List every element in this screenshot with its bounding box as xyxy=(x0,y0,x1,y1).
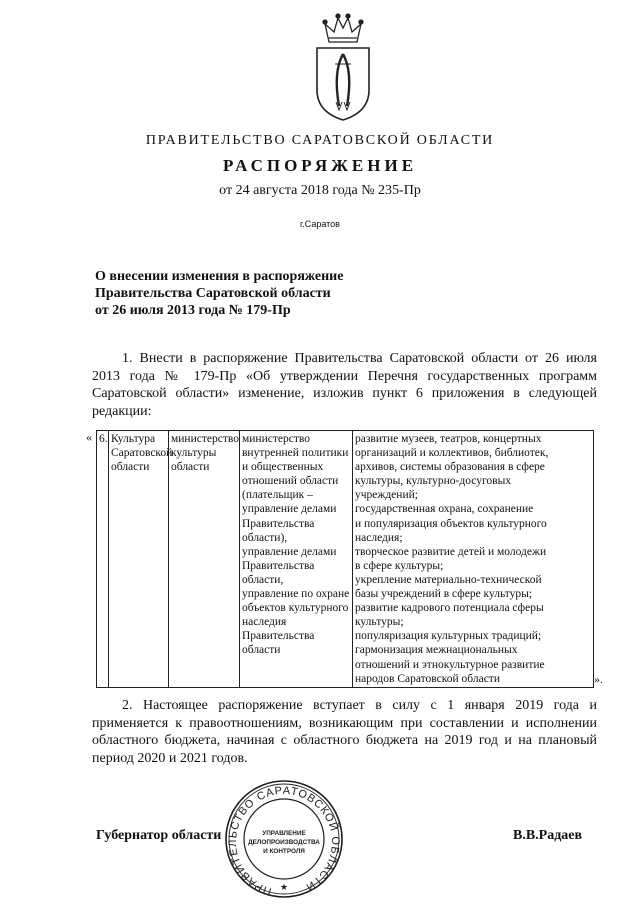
cell-line: отношений и этнокультурное развитие xyxy=(355,658,545,671)
stamp-star-icon: ★ xyxy=(279,883,289,893)
cell-line: наследия xyxy=(242,616,287,629)
quote-open: « xyxy=(86,430,92,444)
cell-line: отношений области xyxy=(242,475,339,488)
official-stamp xyxy=(220,778,348,900)
table-cell-goals xyxy=(353,431,594,688)
cell-line: Правительства xyxy=(242,517,315,530)
quote-close: ». xyxy=(594,672,603,686)
cell-line: развитие музеев, театров, концертных xyxy=(355,433,542,445)
cell-line: объектов культурного xyxy=(242,602,349,615)
table-cell-responsible xyxy=(169,431,240,688)
paragraph-2: 2. Настоящее распоряжение вступает в силу с 1 января 2019 года и применяется к правоотношениям, возникающим при составлении и исполнении областного бюджета, начиная с областного бюджета на 2019 год и на плановый период 2020 и 2021 годов. xyxy=(92,698,597,766)
cell-line: области xyxy=(171,461,210,474)
cell-line: гармонизация межнациональных xyxy=(355,644,518,657)
cell-line: (плательщик – xyxy=(242,489,313,502)
cell-line: организаций и коллективов, библиотек, xyxy=(355,447,549,460)
document-type: РАСПОРЯЖЕНИЕ xyxy=(222,156,418,175)
cell-line: области, xyxy=(242,573,284,586)
signature-role: Губернатор области xyxy=(96,828,222,843)
cell-line: культуры, культурно-досуговых xyxy=(355,475,512,488)
cell-line: учреждений; xyxy=(355,489,418,502)
paragraph-1: 1. Внести в распоряжение Правительства Саратовской области от 26 июля 2013 года № 179-Пр «Об утверждении Перечня государственных программ Саратовской области» изменение, изложив пункт 6 приложения в следующей редакции: xyxy=(92,351,597,419)
cell-line: укрепление материально-технической xyxy=(355,573,542,586)
table-row xyxy=(97,431,594,688)
subject-line: Правительства Саратовской области xyxy=(95,286,331,301)
cell-line: государственная охрана, сохранение xyxy=(355,503,534,516)
stamp-inner-line: И КОНТРОЛЯ xyxy=(263,848,305,855)
stamp-inner-line: УПРАВЛЕНИЕ xyxy=(262,830,306,837)
document-subject xyxy=(95,268,415,319)
document-date-number: от 24 августа 2018 года № 235-Пр xyxy=(219,183,421,198)
signature-name: В.В.Радаев xyxy=(513,828,583,843)
cell-line: Правительства xyxy=(242,559,315,572)
cell-line: управление по охране xyxy=(242,588,350,601)
cell-line: народов Саратовской области xyxy=(355,672,500,685)
cell-line: в сфере культуры; xyxy=(355,559,444,572)
cell-line: наследия; xyxy=(355,531,403,544)
cell-line: базы учреждений в сфере культуры; xyxy=(355,588,533,601)
cell-line: управление делами xyxy=(242,545,337,558)
cell-line: культуры xyxy=(171,447,217,460)
cell-line: Саратовской xyxy=(111,447,173,460)
cell-line: внутренней политики xyxy=(242,447,349,460)
stamp-inner-line: ДЕЛОПРОИЗВОДСТВА xyxy=(248,839,320,846)
cell-line: управление делами xyxy=(242,503,337,516)
cell-line: архивов, системы образования в сфере xyxy=(355,461,545,474)
cell-line: Культура xyxy=(111,433,156,445)
cell-line: министерство xyxy=(242,433,310,445)
table-cell-number: 6. xyxy=(97,431,109,688)
table-cell-program xyxy=(109,431,173,688)
cell-line: развитие кадрового потенциала сферы xyxy=(355,602,544,615)
stamp-ring-text: ПРАВИТЕЛЬСТВО САРАТОВСКОЙ ОБЛАСТИ xyxy=(226,784,342,898)
document-city: г.Саратов xyxy=(300,219,340,229)
cell-line: популяризация культурных традиций; xyxy=(355,630,542,643)
program-table xyxy=(96,430,594,688)
cell-line: и популяризация объектов культурного xyxy=(355,517,547,530)
cell-line: области xyxy=(242,644,281,657)
cell-line: культуры; xyxy=(355,616,404,629)
cell-line: творческое развитие детей и молодежи xyxy=(355,545,547,558)
table-cell-coexecutors xyxy=(240,431,353,688)
coat-of-arms xyxy=(303,10,383,122)
cell-line: и общественных xyxy=(242,461,324,474)
cell-line: министерство xyxy=(171,433,239,445)
cell-line: Правительства xyxy=(242,630,315,643)
cell-line: области xyxy=(111,461,150,474)
subject-line: от 26 июля 2013 года № 179-Пр xyxy=(95,303,291,318)
subject-line: О внесении изменения в распоряжение xyxy=(95,269,344,284)
government-name: ПРАВИТЕЛЬСТВО САРАТОВСКОЙ ОБЛАСТИ xyxy=(145,133,495,148)
cell-line: области), xyxy=(242,531,288,544)
